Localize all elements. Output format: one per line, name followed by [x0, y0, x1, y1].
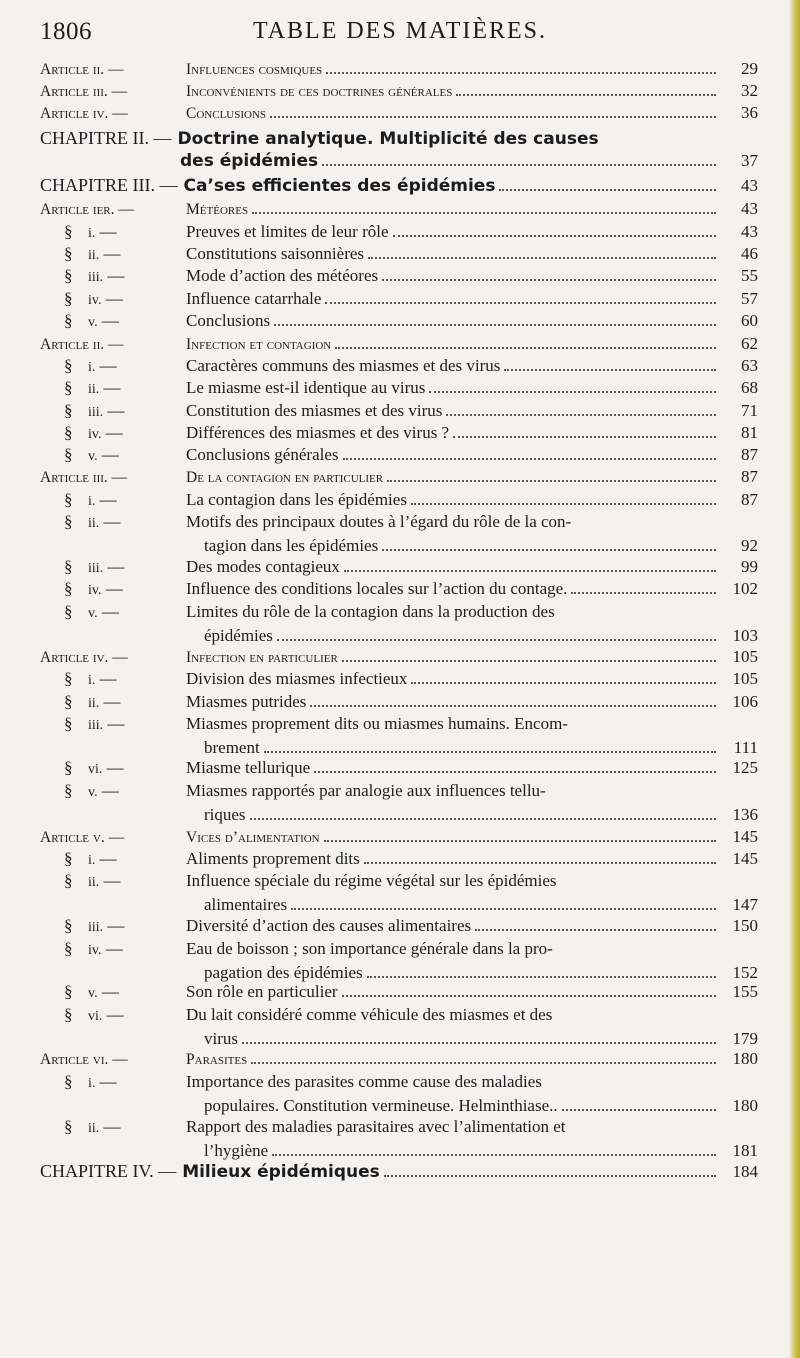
toc-entry [40, 422, 758, 446]
toc-entry [40, 780, 758, 826]
entry-title: Miasmes proprement dits ou miasmes humains. Encom- [186, 714, 568, 733]
entry-title: Miasme tellurique [186, 758, 311, 777]
toc-entry [40, 757, 758, 781]
dot-leader [571, 592, 716, 594]
toc-entry [40, 870, 758, 916]
chapter-label: CHAPITRE III. — [40, 175, 178, 195]
entry-title: Constitution des miasmes et des virus [186, 401, 443, 420]
entry-title: Vices d’alimentation [186, 829, 320, 846]
entry-title: Aliments proprement dits [186, 849, 360, 868]
entry-title: Diversité d’action des causes alimentaires [186, 916, 472, 935]
page-ref: 43 [741, 199, 758, 218]
dot-leader [499, 189, 716, 191]
page-ref: 32 [741, 81, 758, 100]
dot-leader [322, 164, 716, 166]
section-label: § iv. — [64, 289, 123, 308]
dot-leader [344, 570, 716, 572]
toc-entry [40, 377, 758, 401]
toc-entry [40, 127, 758, 172]
section-sign: § [64, 758, 73, 777]
dot-leader [310, 705, 716, 707]
page-ref: 125 [732, 758, 758, 777]
entry-title: Conclusions générales [186, 445, 339, 464]
entry-title: Conclusions [186, 311, 271, 330]
dot-leader [270, 116, 716, 118]
article-label: Article iii. — [40, 83, 128, 100]
dot-leader [384, 1175, 716, 1177]
section-sign: § [64, 1072, 73, 1091]
page-header [40, 18, 760, 52]
entry-title-continued: alimentaires [204, 895, 288, 914]
entry-title: Le miasme est-il identique au virus [186, 378, 426, 397]
entry-title: De la contagion en particulier [186, 469, 384, 486]
section-label: § ii. — [64, 871, 121, 890]
toc-entry [40, 646, 758, 669]
entry-title: Eau de boisson ; son importance générale dans la pro- [186, 939, 553, 958]
toc-entry [40, 938, 758, 984]
dot-leader [367, 976, 716, 978]
section-label: § iii. — [64, 714, 125, 733]
dot-leader [251, 1062, 716, 1064]
entry-title-continued: riques [204, 805, 246, 824]
entry-title: Miasmes putrides [186, 692, 307, 711]
toc-entry [40, 713, 758, 759]
entry-title: Limites du rôle de la contagion dans la production des [186, 602, 555, 621]
page-ref: 63 [741, 356, 758, 375]
entry-title-continued: populaires. Constitution vermineuse. Helminthiase.. [204, 1096, 558, 1115]
chapter-title: Milieux épidémiques [182, 1162, 380, 1182]
page-ref: 103 [732, 626, 758, 645]
page-ref: 145 [732, 849, 758, 868]
section-label: § iii. — [64, 916, 125, 935]
toc-entry [40, 826, 758, 849]
entry-title: Mode d’action des météores [186, 266, 379, 285]
entry-title-continued: des épidémies [180, 151, 319, 171]
section-sign: § [64, 849, 73, 868]
section-sign: § [64, 916, 73, 935]
section-sign: § [64, 445, 73, 464]
dot-leader [475, 929, 716, 931]
dot-leader [453, 436, 716, 438]
page-ref: 71 [741, 401, 758, 420]
entry-title: Motifs des principaux doutes à l’égard du rôle de la con- [186, 512, 572, 531]
page-ref: 37 [741, 151, 758, 170]
page-ref: 60 [741, 311, 758, 330]
entry-title: Son rôle en particulier [186, 982, 338, 1001]
dot-leader [456, 94, 716, 96]
toc-entry [40, 466, 758, 489]
section-sign: § [64, 781, 73, 800]
toc-entry [40, 243, 758, 267]
entry-title: Météores [186, 201, 249, 218]
section-sign: § [64, 871, 73, 890]
section-sign: § [64, 714, 73, 733]
section-label: § iv. — [64, 579, 123, 598]
page-ref: 180 [732, 1049, 758, 1068]
dot-leader [314, 771, 716, 773]
dot-leader [264, 751, 716, 753]
toc-entry [40, 58, 758, 81]
section-label: § ii. — [64, 1117, 121, 1136]
dot-leader [335, 347, 716, 349]
entry-title: Caractères communs des miasmes et des virus [186, 356, 501, 375]
page-ref: 102 [732, 579, 758, 598]
toc-entry [40, 691, 758, 715]
page-ref: 105 [732, 669, 758, 688]
page-ref: 111 [733, 738, 758, 757]
chapter-label: CHAPITRE IV. — [40, 1161, 177, 1181]
dot-leader [562, 1109, 716, 1111]
entry-title-continued: pagation des épidémies [204, 963, 363, 982]
article-label: Article ier. — [40, 201, 134, 218]
section-sign: § [64, 602, 73, 621]
page-ref: 136 [732, 805, 758, 824]
section-label: § i. — [64, 849, 117, 868]
dot-leader [242, 1042, 716, 1044]
toc-entry [40, 981, 758, 1005]
chapter-title: Doctrine analytique. Multiplicité des causes [177, 129, 599, 149]
dot-leader [250, 818, 716, 820]
chapter-title: Ca’ses efficientes des épidémies [183, 176, 496, 196]
toc-entry [40, 1048, 758, 1071]
dot-leader [274, 324, 716, 326]
toc-entry [40, 848, 758, 872]
section-sign: § [64, 692, 73, 711]
section-sign: § [64, 311, 73, 330]
section-label: § i. — [64, 490, 117, 509]
page-number: 1806 [40, 18, 92, 45]
section-label: § ii. — [64, 692, 121, 711]
toc-entry [40, 80, 758, 103]
page-ref: 147 [732, 895, 758, 914]
dot-leader [272, 1154, 716, 1156]
page-ref: 87 [741, 445, 758, 464]
entry-title: Constitutions saisonnières [186, 244, 365, 263]
entry-title: Des modes contagieux [186, 557, 340, 576]
entry-title: Rapport des maladies parasitaires avec l’alimentation et [186, 1117, 566, 1136]
entry-title: Du lait considéré comme véhicule des miasmes et des [186, 1005, 553, 1024]
section-sign: § [64, 356, 73, 375]
section-label: § v. — [64, 311, 119, 330]
dot-leader [291, 908, 716, 910]
section-sign: § [64, 939, 73, 958]
page-ref: 92 [741, 536, 758, 555]
page-ref: 62 [741, 334, 758, 353]
entry-title: Infection en particulier [186, 649, 338, 666]
entry-title: Influences cosmiques [186, 61, 323, 78]
section-label: § iii. — [64, 401, 125, 420]
article-label: Article vi. — [40, 1051, 128, 1068]
page-ref: 87 [741, 490, 758, 509]
section-label: § iii. — [64, 557, 125, 576]
toc-entry [40, 511, 758, 557]
article-label: Article ii. — [40, 61, 124, 78]
dot-leader [277, 639, 716, 641]
toc-entry [40, 444, 758, 468]
section-sign: § [64, 401, 73, 420]
dot-leader [429, 391, 716, 393]
entry-title: La contagion dans les épidémies [186, 490, 407, 509]
entry-title-continued: tagion dans les épidémies [204, 536, 379, 555]
section-label: § iv. — [64, 423, 123, 442]
section-label: § ii. — [64, 512, 121, 531]
toc-entry [40, 556, 758, 580]
article-label: Article iv. — [40, 105, 128, 122]
dot-leader [343, 458, 717, 460]
section-label: § ii. — [64, 378, 121, 397]
toc-entry [40, 1004, 758, 1050]
toc-entry [40, 1116, 758, 1162]
page-ref: 81 [741, 423, 758, 442]
toc-entry [40, 333, 758, 356]
toc-entry [40, 198, 758, 221]
dot-leader [504, 369, 716, 371]
dot-leader [324, 840, 716, 842]
section-sign: § [64, 244, 73, 263]
dot-leader [326, 72, 716, 74]
page-ref: 29 [741, 59, 758, 78]
section-label: § v. — [64, 781, 119, 800]
entry-title: Infection et contagion [186, 336, 332, 353]
entry-title: Division des miasmes infectieux [186, 669, 408, 688]
dot-leader [446, 414, 716, 416]
page-ref: 179 [732, 1029, 758, 1048]
section-label: § v. — [64, 445, 119, 464]
section-label: § i. — [64, 356, 117, 375]
section-sign: § [64, 1005, 73, 1024]
page-ref: 55 [741, 266, 758, 285]
entry-title-continued: épidémies [204, 626, 273, 645]
section-sign: § [64, 423, 73, 442]
section-sign: § [64, 222, 73, 241]
toc-entry [40, 221, 758, 245]
toc-entry [40, 355, 758, 379]
section-label: § v. — [64, 982, 119, 1001]
toc-entry [40, 265, 758, 289]
entry-title-continued: brement [204, 738, 260, 757]
dot-leader [342, 995, 716, 997]
section-label: § vi. — [64, 1005, 124, 1024]
entry-title: Parasites [186, 1051, 248, 1068]
toc-entry [40, 102, 758, 125]
page-ref: 184 [732, 1162, 758, 1181]
entry-title: Miasmes rapportés par analogie aux influences tellu- [186, 781, 546, 800]
dot-leader [411, 682, 716, 684]
section-sign: § [64, 289, 73, 308]
page-ref: 68 [741, 378, 758, 397]
page-ref: 152 [732, 963, 758, 982]
section-label: § i. — [64, 1072, 117, 1091]
page-ref: 46 [741, 244, 758, 263]
entry-title-continued: virus [204, 1029, 238, 1048]
page-ref: 145 [732, 827, 758, 846]
dot-leader [364, 862, 716, 864]
dot-leader [382, 549, 716, 551]
section-label: § i. — [64, 222, 117, 241]
page-edge [790, 0, 800, 1358]
article-label: Article v. — [40, 829, 125, 846]
running-title: TABLE DES MATIÈRES. [252, 18, 548, 44]
section-label: § v. — [64, 602, 119, 621]
toc-entry [40, 601, 758, 647]
section-label: § iv. — [64, 939, 123, 958]
page-ref: 99 [741, 557, 758, 576]
article-label: Article iv. — [40, 649, 128, 666]
toc-entry [40, 915, 758, 939]
dot-leader [325, 302, 716, 304]
page-ref: 87 [741, 467, 758, 486]
page-ref: 106 [732, 692, 758, 711]
toc-entry [40, 400, 758, 424]
entry-title: Preuves et limites de leur rôle [186, 222, 389, 241]
section-label: § i. — [64, 669, 117, 688]
section-sign: § [64, 266, 73, 285]
chapter-label: CHAPITRE II. — [40, 128, 172, 148]
toc-entry [40, 578, 758, 602]
section-sign: § [64, 1117, 73, 1136]
section-label: § vi. — [64, 758, 124, 777]
page-ref: 57 [741, 289, 758, 308]
section-label: § ii. — [64, 244, 121, 263]
entry-title: Conclusions [186, 105, 267, 122]
section-sign: § [64, 490, 73, 509]
dot-leader [387, 480, 716, 482]
page-ref: 43 [741, 222, 758, 241]
page-ref: 155 [732, 982, 758, 1001]
section-sign: § [64, 579, 73, 598]
dot-leader [382, 279, 716, 281]
entry-title: Influence spéciale du régime végétal sur les épidémies [186, 871, 557, 890]
entry-title-continued: l’hygiène [204, 1141, 269, 1160]
dot-leader [368, 257, 716, 259]
dot-leader [252, 212, 716, 214]
section-label: § iii. — [64, 266, 125, 285]
page-ref: 105 [732, 647, 758, 666]
article-label: Article iii. — [40, 469, 128, 486]
dot-leader [342, 660, 716, 662]
dot-leader [411, 503, 716, 505]
toc-entry [40, 310, 758, 334]
article-label: Article ii. — [40, 336, 124, 353]
page-ref: 180 [732, 1096, 758, 1115]
page-ref: 36 [741, 103, 758, 122]
entry-title: Importance des parasites comme cause des maladies [186, 1072, 542, 1091]
page-ref: 181 [732, 1141, 758, 1160]
dot-leader [393, 235, 716, 237]
section-sign: § [64, 512, 73, 531]
section-sign: § [64, 669, 73, 688]
page-ref: 150 [732, 916, 758, 935]
entry-title: Influence des conditions locales sur l’action du contage. [186, 579, 568, 598]
page-ref: 43 [741, 176, 758, 195]
toc-entry [40, 174, 758, 197]
toc-entry [40, 668, 758, 692]
toc-entry [40, 1071, 758, 1117]
entry-title: Influence catarrhale [186, 289, 322, 308]
entry-title: Différences des miasmes et des virus ? [186, 423, 450, 442]
section-sign: § [64, 378, 73, 397]
section-sign: § [64, 557, 73, 576]
toc-entry [40, 288, 758, 312]
toc-entry [40, 489, 758, 513]
section-sign: § [64, 982, 73, 1001]
entry-title: Inconvénients de ces doctrines générales [186, 83, 453, 100]
toc-entry [40, 1160, 758, 1183]
